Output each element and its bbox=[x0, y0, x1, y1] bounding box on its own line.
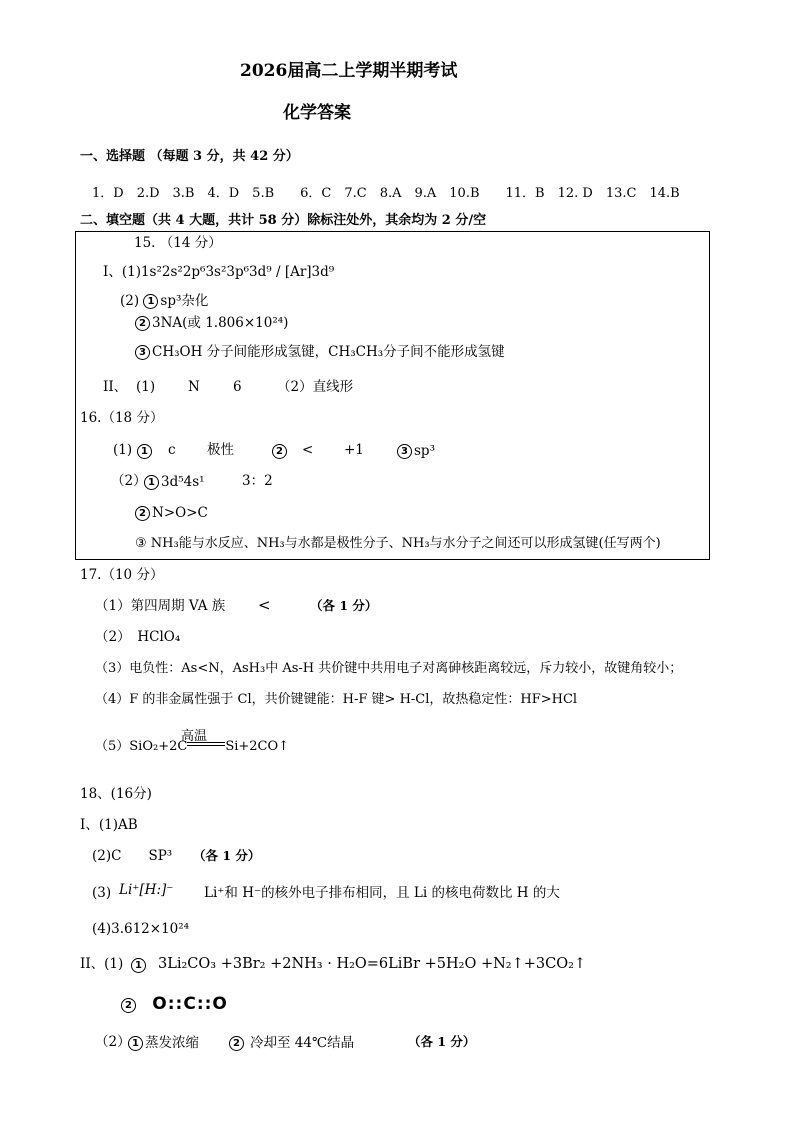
q18-i1: Ⅰ、(1)AB bbox=[80, 817, 138, 833]
q16-p2-order: N>O>C bbox=[152, 505, 208, 521]
q18-ii2-a: 蒸发浓缩 bbox=[145, 1035, 199, 1051]
choice-answers: 1．D 2.D 3.B 4．D 5.B 6．C 7.C 8.A 9.A 10.B 11．B 12. D 13.C 14.B bbox=[92, 186, 680, 201]
q17-p5-left: （5）SiO₂+2C bbox=[95, 739, 188, 754]
q15-i1 bbox=[103, 266, 334, 280]
q17-p5 bbox=[95, 740, 289, 753]
section1-heading: 一、选择题 （每题 3 分，共 42 分） bbox=[80, 149, 299, 164]
page-subtitle: 化学答案 bbox=[283, 103, 351, 123]
q15-i2b bbox=[135, 316, 288, 331]
q18-ii1-prefix: II、(1) bbox=[80, 956, 124, 972]
circled-2-icon: 2 bbox=[121, 998, 136, 1013]
q15-ii-n: N bbox=[188, 379, 200, 395]
q18-ii2-b: 冷却至 44℃结晶 bbox=[250, 1035, 355, 1051]
q16-p1-a bbox=[137, 444, 154, 459]
q17-p1-lt: < bbox=[258, 596, 271, 614]
section2-heading: 二、填空题（共 4 大题，共计 58 分）除标注处外，其余均为 2 分/空 bbox=[80, 213, 487, 228]
q18-ii2-note: （各 1 分） bbox=[408, 1034, 476, 1049]
circled-2-icon: 2 bbox=[272, 444, 287, 459]
q17-p1-note: （各 1 分） bbox=[310, 598, 378, 613]
q18-i2-note: （各 1 分） bbox=[193, 848, 261, 863]
circled-1-icon: 1 bbox=[143, 294, 158, 309]
q15-ii-1: (1) bbox=[136, 379, 156, 395]
circled-2-icon: 2 bbox=[229, 1036, 244, 1051]
q16-p1-polar: 极性 bbox=[207, 442, 234, 458]
q18-i4: (4)3.612×10²⁴ bbox=[92, 921, 190, 937]
q18-ii2a bbox=[128, 1036, 199, 1051]
q15-i2-a: sp³杂化 bbox=[160, 293, 209, 309]
q16-p1-b bbox=[272, 444, 289, 459]
q16-p2-b bbox=[135, 506, 208, 521]
q15-i2-c: CH₃OH 分子间能形成氢键，CH₃CH₃分子间不能形成氢键 bbox=[152, 344, 505, 360]
q18-i3-text: Li⁺和 H⁻的核外电子排布相同，且 Li 的核电荷数比 H 的大 bbox=[204, 885, 560, 901]
circled-3-icon: 3 bbox=[135, 345, 150, 360]
q17-p2: （2） HClO₄ bbox=[95, 629, 181, 645]
q18-i2: (2)C SP³ bbox=[92, 848, 173, 864]
q15-i2-prefix: (2) bbox=[120, 293, 140, 309]
q16-p2-c: ③ NH₃能与水反应、NH₃与水都是极性分子、NH₃与水分子之间还可以形成氢键(任写两个) bbox=[135, 536, 661, 551]
q18-i3-prefix: (3) bbox=[92, 885, 112, 901]
q18-i3-formula: Li⁺[H:]⁻ bbox=[119, 882, 174, 898]
q17-header: 17.（10 分） bbox=[80, 567, 164, 583]
q18-header: 18、(16分) bbox=[80, 786, 152, 802]
q15-i2c bbox=[135, 345, 505, 360]
q15-i2a bbox=[120, 294, 208, 309]
q18-ii1-circ bbox=[131, 958, 148, 973]
circled-2-icon: 2 bbox=[135, 316, 150, 331]
q17-p3: （3）电负性：As<N，AsH₃中 As-H 共价键中共用电子对离砷核距离较远，斥力较小，故键角较小； bbox=[95, 661, 683, 676]
q16-p1-c: c bbox=[168, 442, 176, 458]
q16-p1-lt: < bbox=[302, 442, 314, 458]
q15-i1-prefix: Ⅰ、(1) bbox=[103, 264, 141, 280]
circled-1-icon: 1 bbox=[128, 1036, 143, 1051]
q18-ii1-eq: 3Li₂CO₃ +3Br₂ +2NH₃ · H₂O=6LiBr +5H₂O +N₂↑+3CO₂↑ bbox=[158, 956, 587, 972]
q15-electron-config: 1s²2s²2p⁶3s²3p⁶3d⁹ / [Ar]3d⁹ bbox=[140, 264, 335, 280]
q15-ii-6: 6 bbox=[233, 379, 242, 395]
equals-sign bbox=[187, 740, 225, 748]
q16-p1-plus1: +1 bbox=[344, 442, 364, 458]
q17-p5-condition: 高温 bbox=[181, 729, 208, 744]
q17-p5-right: Si+2CO↑ bbox=[225, 739, 290, 754]
q15-i2-b: 3NA(或 1.806×10²⁴) bbox=[152, 315, 289, 331]
q18-ii2b bbox=[229, 1036, 354, 1051]
page-title: 2026届高二上学期半期考试 bbox=[240, 61, 458, 81]
q16-p2-a bbox=[144, 475, 205, 490]
circled-3-icon: 3 bbox=[397, 444, 412, 459]
circled-1-icon: 1 bbox=[137, 444, 152, 459]
q16-p2-prefix: （2） bbox=[111, 473, 147, 489]
q18-ii2-prefix: （2） bbox=[95, 1034, 131, 1050]
q16-p2-config: 3d⁵4s¹ bbox=[161, 474, 205, 490]
q16-p1-prefix: (1) bbox=[113, 442, 133, 458]
co2-lewis-structure: O::C::O bbox=[152, 994, 228, 1014]
q17-p4: （4）F 的非金属性强于 Cl，共价键键能：H-F 键> H-Cl，故热稳定性：HF>HCl bbox=[95, 692, 578, 707]
q15-ii-prefix: II、 bbox=[103, 379, 128, 395]
circled-2-icon: 2 bbox=[135, 506, 150, 521]
q16-p1-c3 bbox=[397, 444, 435, 459]
q17-p1: （1）第四周期 VA 族 bbox=[95, 598, 226, 614]
q15-header: 15. （14 分） bbox=[134, 235, 222, 251]
q16-header: 16.（18 分） bbox=[80, 410, 164, 426]
q15-ii-2: （2）直线形 bbox=[277, 379, 354, 395]
q16-p1-sp3: sp³ bbox=[414, 443, 435, 459]
q18-ii1b bbox=[121, 996, 228, 1013]
q16-p2-ratio: 3：2 bbox=[242, 473, 273, 489]
circled-1-icon: 1 bbox=[131, 958, 146, 973]
circled-1-icon: 1 bbox=[144, 475, 159, 490]
